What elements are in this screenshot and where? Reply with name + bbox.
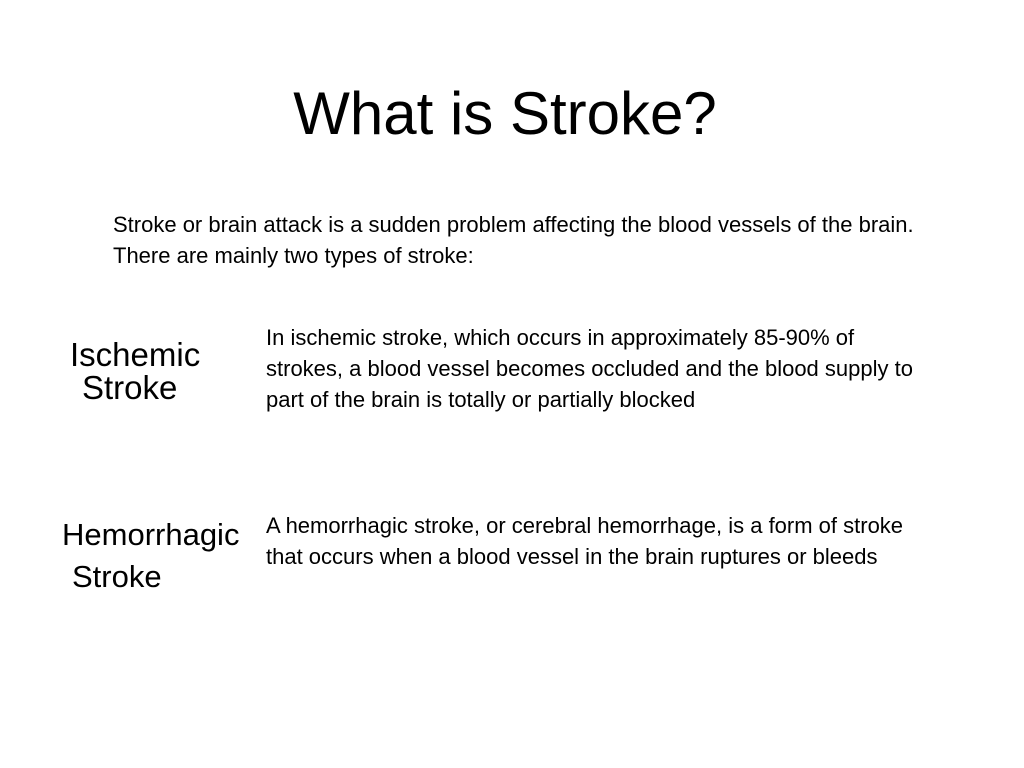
hemorrhagic-stroke-description: A hemorrhagic stroke, or cerebral hemorrhage, is a form of stroke that occurs when a blood vessel in the brain ruptures or bleeds [266,513,904,569]
hemorrhagic-term-line2: Stroke [72,559,162,594]
ischemic-term-line2: Stroke [82,369,178,406]
hemorrhagic-term-line1: Hemorrhagic [62,517,240,552]
intro-paragraph: Stroke or brain attack is a sudden problem affecting the blood vessels of the brain. There are mainly two types of stroke: [113,212,914,268]
ischemic-stroke-term [70,338,200,404]
ischemic-stroke-description: In ischemic stroke, which occurs in approximately 85-90% of strokes, a blood vessel becomes occluded and the blood supply to part of the brain is totally or partially blocked [266,325,913,412]
ischemic-term-line1: Ischemic [70,336,201,373]
hemorrhagic-stroke-term [62,514,239,598]
slide-title: What is Stroke? [293,80,717,147]
